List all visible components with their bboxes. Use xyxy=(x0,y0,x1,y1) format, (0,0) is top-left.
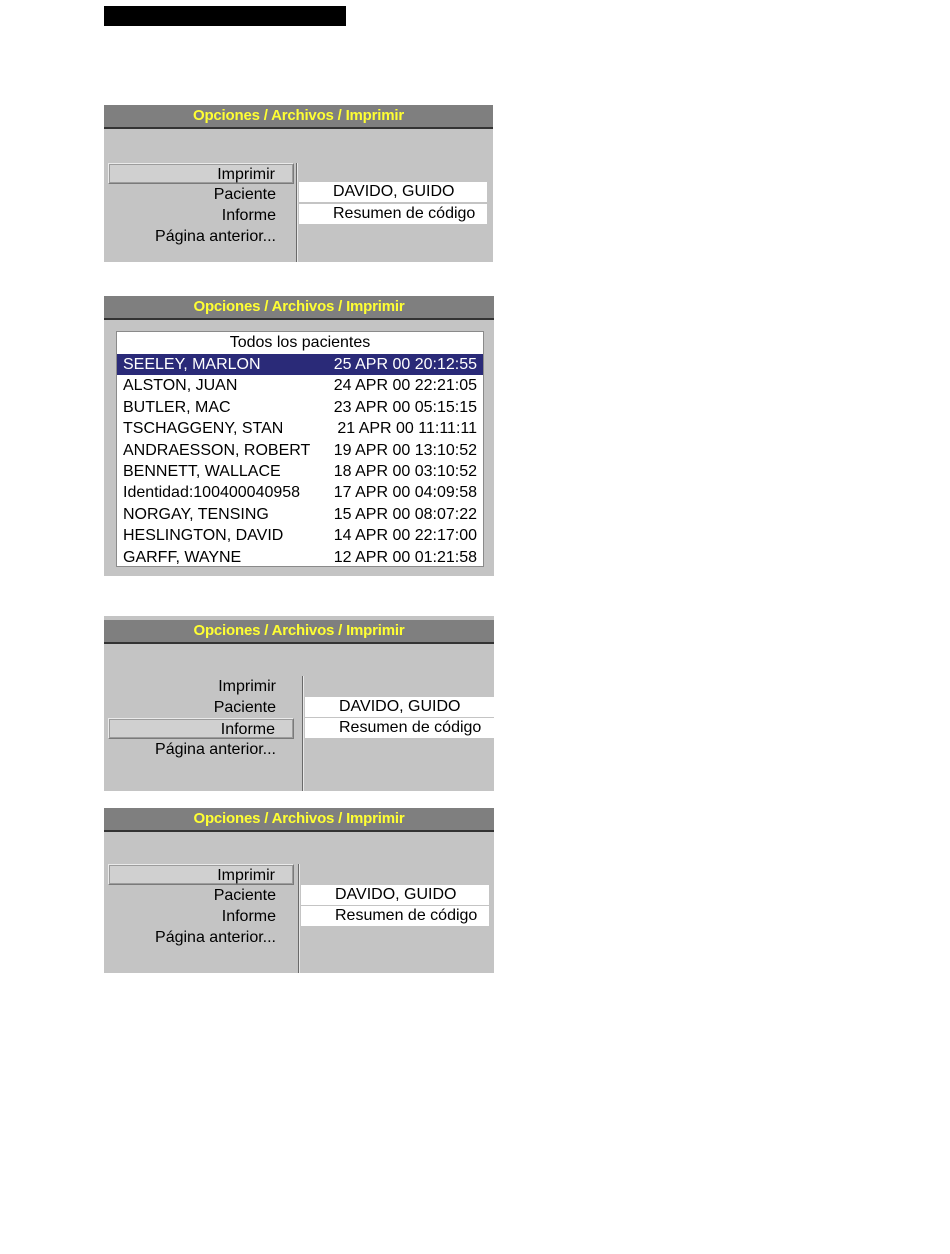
patient-name: GARFF, WAYNE xyxy=(123,548,242,566)
menu-item-imprimir[interactable]: Imprimir xyxy=(108,163,294,184)
print-menu-panel-1 xyxy=(104,105,493,262)
menu-item-imprimir[interactable]: Imprimir xyxy=(218,678,276,695)
panel-title: Opciones / Archivos / Imprimir xyxy=(104,105,493,129)
report-value-field[interactable]: Resumen de código xyxy=(301,906,489,926)
patient-list-row[interactable] xyxy=(117,440,483,461)
menu-item-pagina-anterior[interactable]: Página anterior... xyxy=(155,929,276,946)
patient-list-row[interactable] xyxy=(117,418,483,439)
patient-name: HESLINGTON, DAVID xyxy=(123,527,284,545)
panel-title: Opciones / Archivos / Imprimir xyxy=(104,296,494,320)
patient-list-row[interactable] xyxy=(117,461,483,482)
patient-date: 23 APR 00 05:15:15 xyxy=(333,398,477,416)
report-value-field[interactable]: Resumen de código xyxy=(299,204,487,224)
patient-date: 17 APR 00 04:09:58 xyxy=(333,484,477,502)
patient-date: 14 APR 00 22:17:00 xyxy=(333,527,477,545)
menu-item-pagina-anterior[interactable]: Página anterior... xyxy=(155,741,276,758)
patient-list-row[interactable] xyxy=(117,354,483,375)
patient-list-header: Todos los pacientes xyxy=(229,334,371,351)
patient-list-panel xyxy=(104,296,494,576)
patient-name: Identidad:100400040958 xyxy=(123,484,301,502)
patient-date: 12 APR 00 01:21:58 xyxy=(333,548,477,566)
patient-date: 18 APR 00 03:10:52 xyxy=(333,462,477,480)
patient-list-row[interactable] xyxy=(117,397,483,418)
patient-value-field[interactable]: DAVIDO, GUIDO xyxy=(305,697,494,717)
menu-divider xyxy=(296,163,298,262)
patient-value-field[interactable]: DAVIDO, GUIDO xyxy=(299,182,487,202)
menu-item-informe[interactable]: Informe xyxy=(108,718,294,739)
patient-name: TSCHAGGENY, STAN xyxy=(123,420,284,438)
patient-name: SEELEY, MARLON xyxy=(123,356,261,373)
top-black-bar xyxy=(104,6,346,26)
report-value-field[interactable]: Resumen de código xyxy=(305,718,494,738)
patient-name: ALSTON, JUAN xyxy=(123,377,238,395)
menu-item-pagina-anterior[interactable]: Página anterior... xyxy=(155,228,276,245)
menu-divider xyxy=(298,864,300,973)
print-menu xyxy=(108,676,294,760)
print-menu xyxy=(108,864,294,948)
patient-list-row[interactable] xyxy=(117,504,483,525)
menu-divider xyxy=(302,676,304,791)
menu-item-informe[interactable]: Informe xyxy=(221,908,276,925)
menu-item-paciente[interactable]: Paciente xyxy=(213,186,276,203)
patient-date: 19 APR 00 13:10:52 xyxy=(333,441,477,459)
menu-item-imprimir[interactable]: Imprimir xyxy=(108,864,294,885)
patient-list-row[interactable] xyxy=(117,375,483,396)
patient-name: BENNETT, WALLACE xyxy=(123,462,281,480)
patient-list-row[interactable] xyxy=(117,525,483,546)
patient-date: 15 APR 00 08:07:22 xyxy=(333,505,477,523)
patient-list xyxy=(116,331,484,567)
patient-value-field[interactable]: DAVIDO, GUIDO xyxy=(301,885,489,905)
panel-title: Opciones / Archivos / Imprimir xyxy=(104,808,494,832)
patient-date: 24 APR 00 22:21:05 xyxy=(333,377,477,395)
patient-name: BUTLER, MAC xyxy=(123,398,231,416)
print-menu xyxy=(108,163,294,247)
menu-item-informe[interactable]: Informe xyxy=(221,207,276,224)
panel-title: Opciones / Archivos / Imprimir xyxy=(104,620,494,644)
patient-date: 25 APR 00 20:12:55 xyxy=(333,356,477,373)
menu-item-paciente[interactable]: Paciente xyxy=(213,699,276,716)
print-menu-panel-2 xyxy=(104,616,494,791)
patient-name: ANDRAESSON, ROBERT xyxy=(123,441,311,459)
patient-list-row[interactable] xyxy=(117,547,483,568)
print-menu-panel-3 xyxy=(104,808,494,973)
patient-name: NORGAY, TENSING xyxy=(123,505,269,523)
patient-list-rows xyxy=(117,354,483,568)
patient-list-row[interactable] xyxy=(117,482,483,503)
patient-date: 21 APR 00 11:11:11 xyxy=(337,420,477,438)
menu-item-paciente[interactable]: Paciente xyxy=(213,887,276,904)
